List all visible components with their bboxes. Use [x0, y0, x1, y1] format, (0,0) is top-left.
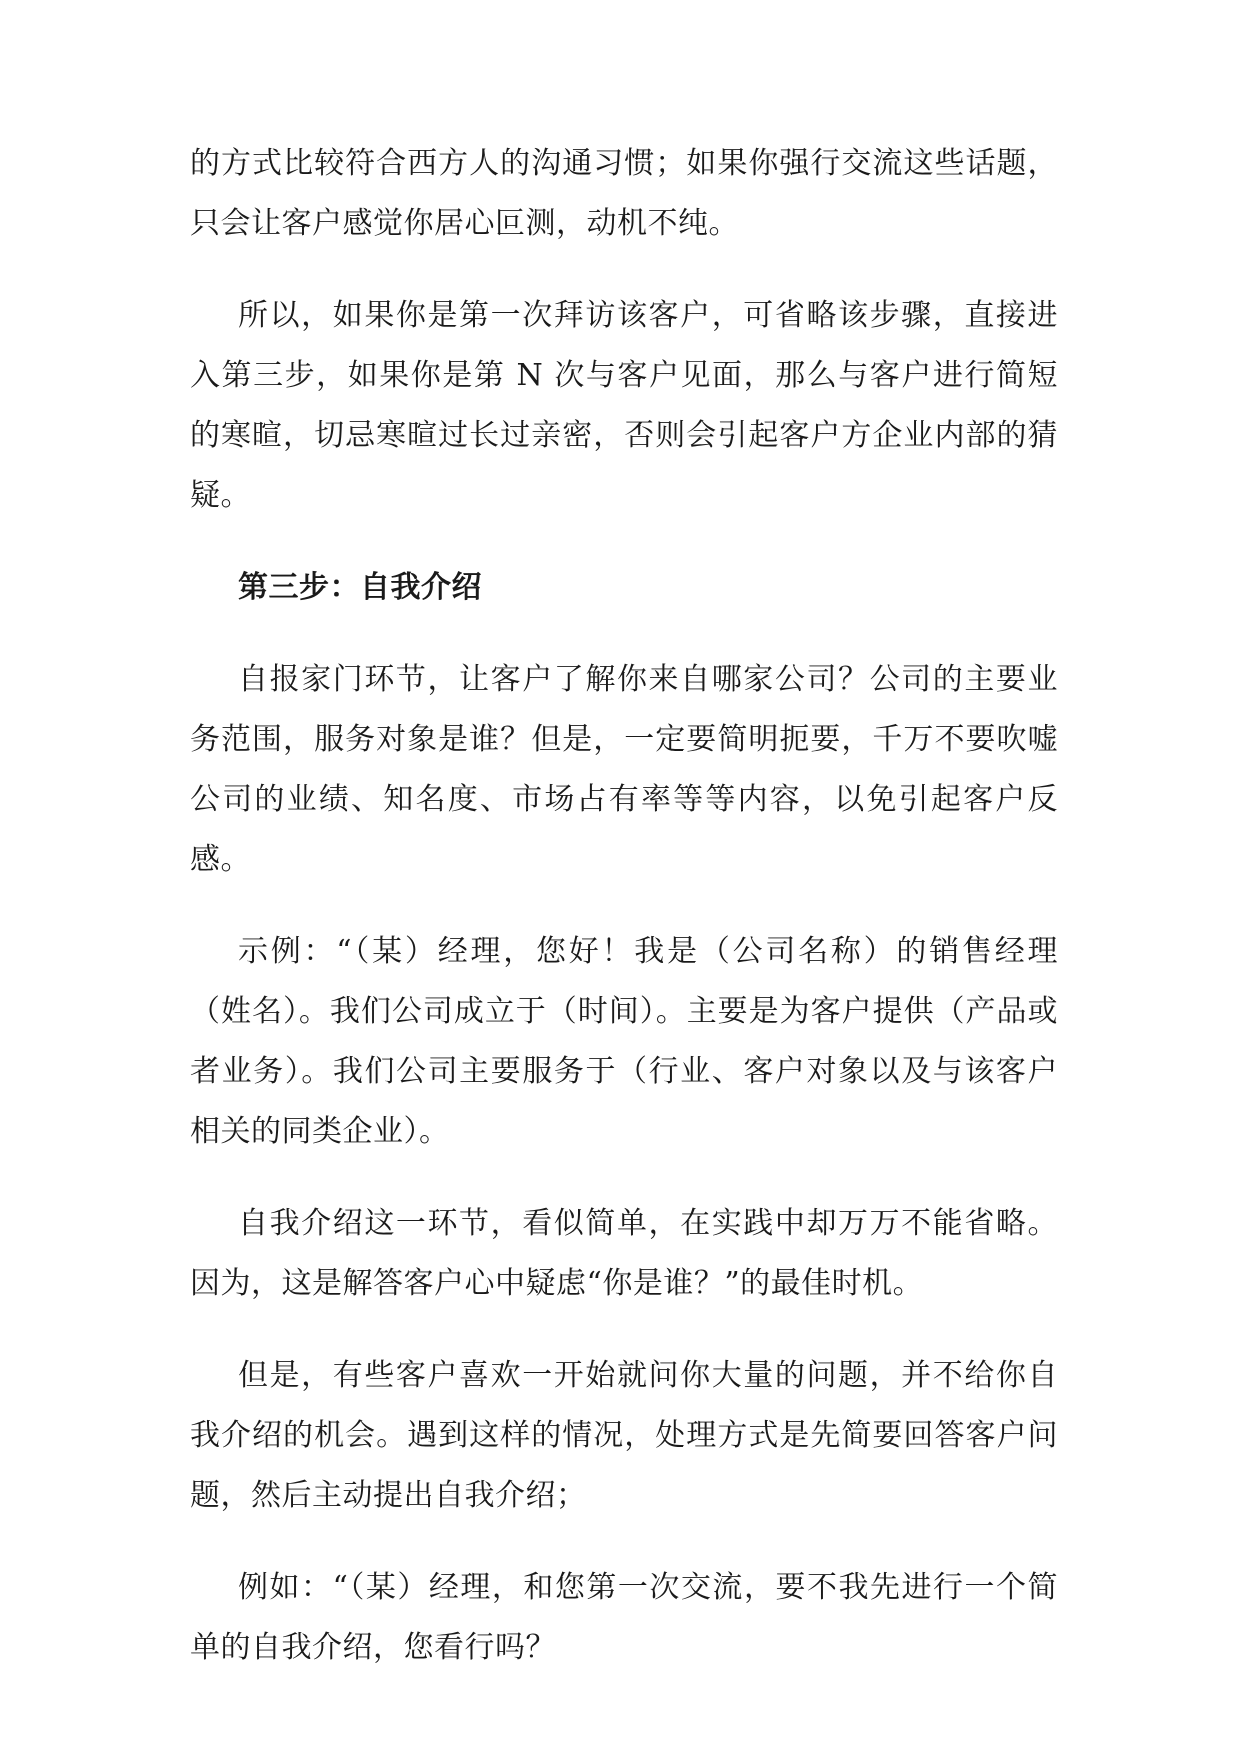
paragraph-example-intro: 示例：“（某）经理，您好！我是（公司名称）的销售经理（姓名）。我们公司成立于（时间）。主要是为客户提供（产品或者业务）。我们公司主要服务于（行业、客户对象以及与该客户相关的同类企业）。 [190, 934, 1058, 1149]
paragraph-self-report: 自报家门环节，让客户了解你来自哪家公司？公司的主要业务范围，服务对象是谁？但是，一定要简明扼要，千万不要吹嘘公司的业绩、知名度、市场占有率等等内容，以免引起客户反感。 [190, 662, 1058, 877]
document-body [190, 134, 1058, 1710]
paragraph-continuation: 的方式比较符合西方人的沟通习惯；如果你强行交流这些话题，只会让客户感觉你居心叵测，动机不纯。 [190, 146, 1058, 241]
paragraph-handling-questions: 但是，有些客户喜欢一开始就问你大量的问题，并不给你自我介绍的机会。遇到这样的情况，处理方式是先简要回答客户问题，然后主动提出自我介绍； [190, 1358, 1058, 1513]
paragraph-importance: 自我介绍这一环节，看似简单，在实践中却万万不能省略。因为，这是解答客户心中疑虑“你是谁？”的最佳时机。 [190, 1206, 1058, 1301]
paragraph-skip-step: 所以，如果你是第一次拜访该客户，可省略该步骤，直接进入第三步，如果你是第 N 次与客户见面，那么与客户进行简短的寒暄，切忌寒暄过长过亲密，否则会引起客户方企业内部的猜疑。 [190, 298, 1058, 513]
paragraph-example-request: 例如：“（某）经理，和您第一次交流，要不我先进行一个简单的自我介绍，您看行吗？ [190, 1570, 1058, 1665]
section-heading-step-three: 第三步：自我介绍 [238, 570, 482, 605]
